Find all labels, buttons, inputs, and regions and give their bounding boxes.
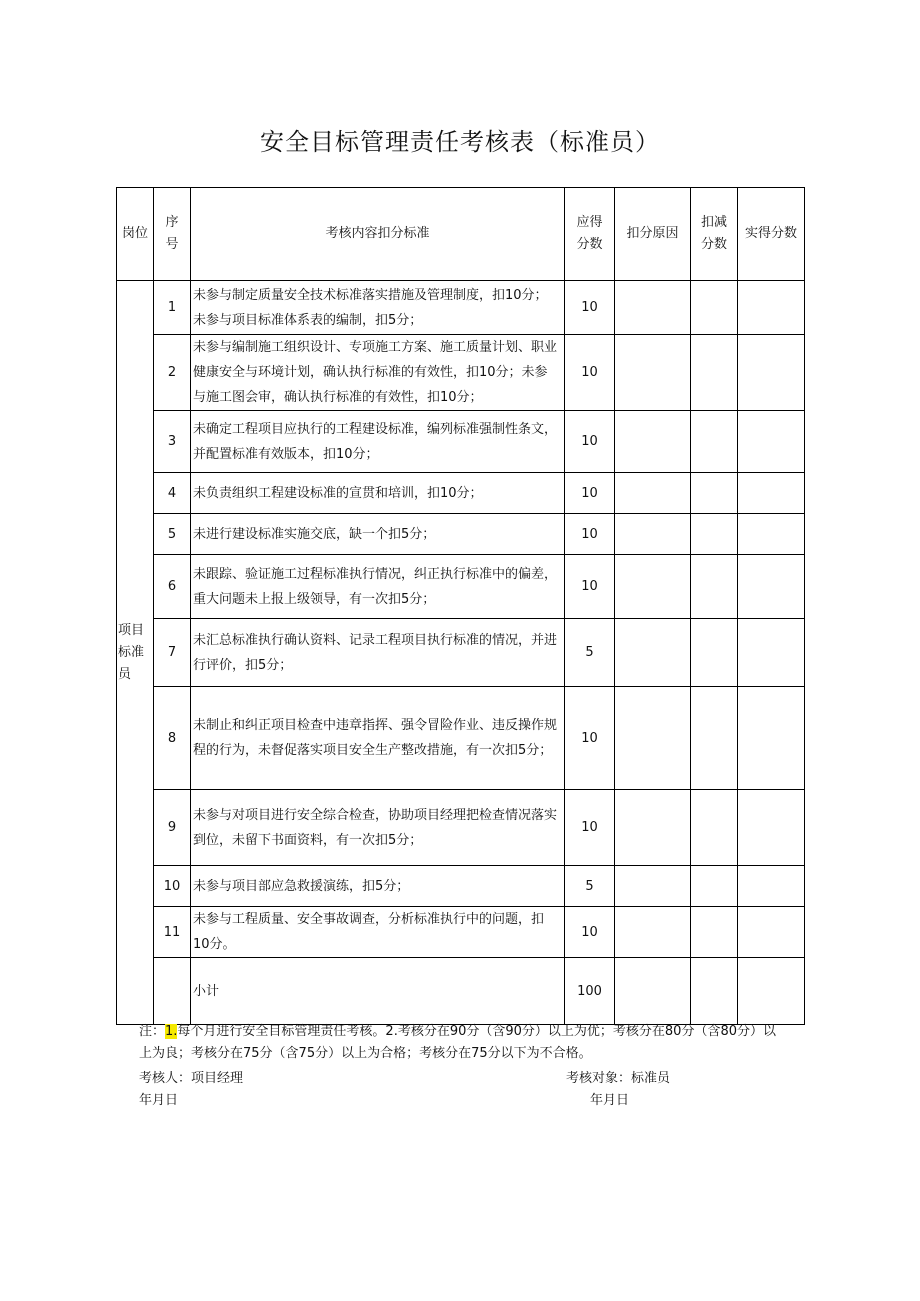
row-seq: 2 <box>154 335 191 411</box>
row-seq: 10 <box>154 866 191 907</box>
row-score: 10 <box>565 790 615 866</box>
row-score: 10 <box>565 555 615 619</box>
date-right: 年月日 <box>590 1093 630 1108</box>
subtotal-score: 100 <box>565 958 615 1025</box>
table-row <box>117 514 805 555</box>
row-reason <box>615 411 691 473</box>
row-content: 未汇总标准执行确认资料、记录工程项目执行标准的情况，并进行评价，扣5分； <box>191 619 565 687</box>
row-seq: 1 <box>154 281 191 335</box>
row-actual <box>738 281 805 335</box>
row-actual <box>738 687 805 790</box>
row-score: 10 <box>565 281 615 335</box>
row-reason <box>615 866 691 907</box>
row-seq <box>154 958 191 1025</box>
header-score: 应得分数 <box>565 188 615 281</box>
row-actual <box>738 555 805 619</box>
assessment-table <box>116 187 805 1025</box>
row-actual <box>738 866 805 907</box>
row-actual <box>738 958 805 1025</box>
row-deduct <box>691 473 738 514</box>
row-deduct <box>691 958 738 1025</box>
row-content: 未负责组织工程建设标准的宣贯和培训，扣10分； <box>191 473 565 514</box>
table-row <box>117 411 805 473</box>
table-row <box>117 335 805 411</box>
row-reason <box>615 619 691 687</box>
row-deduct <box>691 907 738 958</box>
row-deduct <box>691 281 738 335</box>
date-left: 年月日 <box>139 1093 179 1108</box>
assessee-label: 考核对象：标准员 <box>566 1071 671 1086</box>
table-row <box>117 866 805 907</box>
header-row <box>117 188 805 281</box>
row-content: 未确定工程项目应执行的工程建设标准，编列标准强制性条文，并配置标准有效版本，扣10分； <box>191 411 565 473</box>
row-score: 10 <box>565 514 615 555</box>
row-deduct <box>691 335 738 411</box>
row-seq: 9 <box>154 790 191 866</box>
row-content: 未进行建设标准实施交底，缺一个扣5分； <box>191 514 565 555</box>
table-row <box>117 907 805 958</box>
row-deduct <box>691 619 738 687</box>
row-actual <box>738 619 805 687</box>
row-seq: 6 <box>154 555 191 619</box>
row-actual <box>738 335 805 411</box>
row-reason <box>615 473 691 514</box>
row-score: 10 <box>565 687 615 790</box>
row-score: 10 <box>565 907 615 958</box>
row-deduct <box>691 555 738 619</box>
header-deduct: 扣减分数 <box>691 188 738 281</box>
row-score: 10 <box>565 411 615 473</box>
row-score: 5 <box>565 866 615 907</box>
row-score: 10 <box>565 473 615 514</box>
row-actual <box>738 473 805 514</box>
row-content: 未参与项目部应急救援演练，扣5分； <box>191 866 565 907</box>
row-actual <box>738 790 805 866</box>
row-score: 10 <box>565 335 615 411</box>
header-content: 考核内容扣分标准 <box>191 188 565 281</box>
header-reason: 扣分原因 <box>615 188 691 281</box>
subtotal-row <box>117 958 805 1025</box>
table-row <box>117 281 805 335</box>
row-reason <box>615 281 691 335</box>
row-content: 未跟踪、验证施工过程标准执行情况，纠正执行标准中的偏差，重大问题未上报上级领导，有一次扣5分； <box>191 555 565 619</box>
row-seq: 11 <box>154 907 191 958</box>
row-actual <box>738 411 805 473</box>
table-row <box>117 619 805 687</box>
row-seq: 7 <box>154 619 191 687</box>
assessor-label: 考核人：项目经理 <box>139 1071 244 1086</box>
row-reason <box>615 555 691 619</box>
header-post: 岗位 <box>117 188 154 281</box>
row-seq: 3 <box>154 411 191 473</box>
row-score: 5 <box>565 619 615 687</box>
table-row <box>117 790 805 866</box>
table-row <box>117 687 805 790</box>
row-seq: 5 <box>154 514 191 555</box>
row-seq: 8 <box>154 687 191 790</box>
row-reason <box>615 790 691 866</box>
post-cell: 项目标准员 <box>117 281 154 1025</box>
row-seq: 4 <box>154 473 191 514</box>
note-marker: 1. <box>165 1024 178 1039</box>
note: 注：1.每个月进行安全目标管理责任考核。2.考核分在90分（含90分）以上为优；考核分在80分（含80分）以上为良；考核分在75分（含75分）以上为合格；考核分在75分以下为不合格。 <box>139 1024 776 1061</box>
table-row <box>117 473 805 514</box>
row-actual <box>738 514 805 555</box>
row-actual <box>738 907 805 958</box>
row-deduct <box>691 790 738 866</box>
row-content: 未参与工程质量、安全事故调查，分析标准执行中的问题，扣10分。 <box>191 907 565 958</box>
header-actual: 实得分数 <box>738 188 805 281</box>
row-content: 未参与制定质量安全技术标准落实措施及管理制度，扣10分；未参与项目标准体系表的编制，扣5分； <box>191 281 565 335</box>
row-deduct <box>691 411 738 473</box>
table-row <box>117 555 805 619</box>
row-content: 未制止和纠正项目检查中违章指挥、强令冒险作业、违反操作规程的行为，未督促落实项目安全生产整改措施，有一次扣5分； <box>191 687 565 790</box>
row-reason <box>615 335 691 411</box>
subtotal-label: 小计 <box>191 958 565 1025</box>
header-seq: 序号 <box>154 188 191 281</box>
row-reason <box>615 687 691 790</box>
row-reason <box>615 907 691 958</box>
row-deduct <box>691 687 738 790</box>
row-content: 未参与编制施工组织设计、专项施工方案、施工质量计划、职业健康安全与环境计划，确认执行标准的有效性，扣10分；未参与施工图会审，确认执行标准的有效性，扣10分； <box>191 335 565 411</box>
row-content: 未参与对项目进行安全综合检查，协助项目经理把检查情况落实到位，未留下书面资料，有一次扣5分； <box>191 790 565 866</box>
row-deduct <box>691 866 738 907</box>
row-reason <box>615 958 691 1025</box>
row-reason <box>615 514 691 555</box>
row-deduct <box>691 514 738 555</box>
page-title: 安全目标管理责任考核表（标准员） <box>260 128 660 156</box>
